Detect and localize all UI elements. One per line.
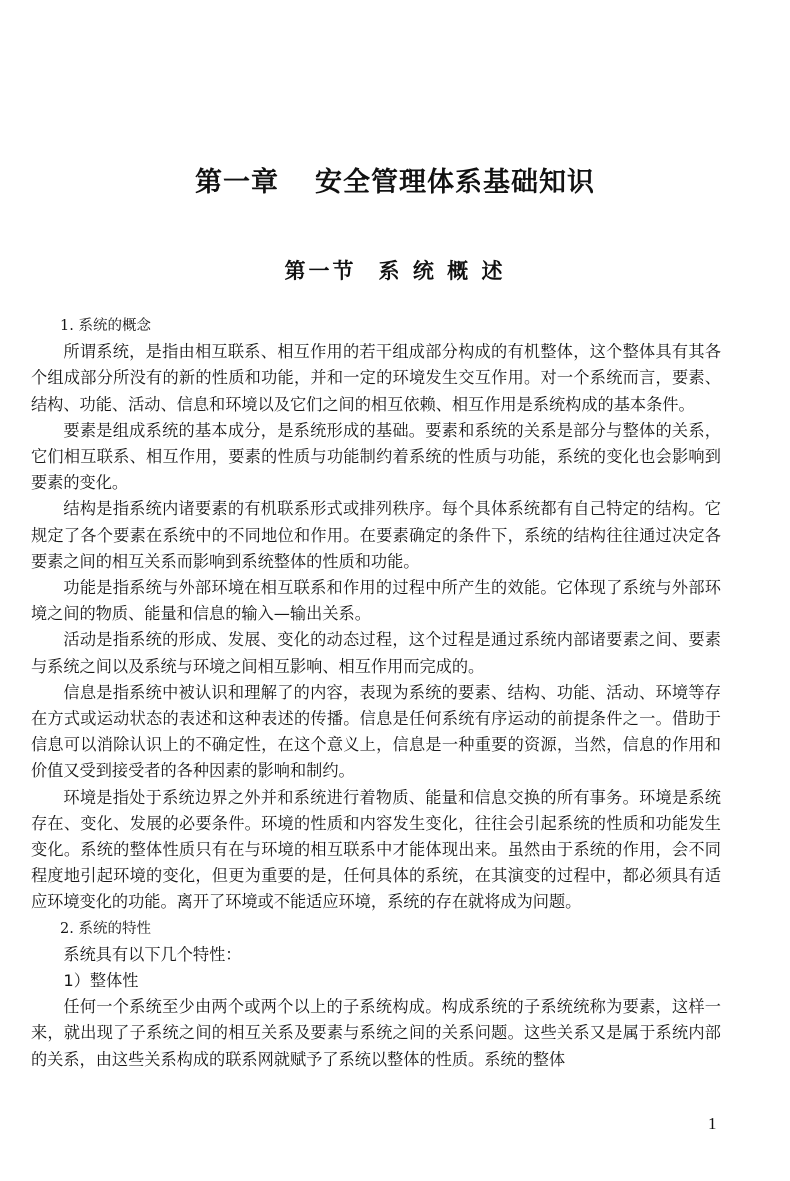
subheading-system-concept: 1. 系统的概念 — [60, 318, 151, 334]
paragraph-information: 信息是指系统中被认识和理解了的内容，表现为系统的要素、结构、功能、活动、环境等存在方式或运动状态的表述和这种表述的传播。信息是任何系统有序运动的前提条件之一。借助于信息可以消除认识上的不确定性，在这个意义上，信息是一种重要的资源，当然，信息的作用和价值又受到接受者的各种因素的影响和制约。 — [31, 682, 721, 781]
paragraph-environment: 环境是指处于系统边界之外并和系统进行着物质、能量和信息交换的所有事务。环境是系统存在、变化、发展的必要条件。环境的性质和内容发生变化，往往会引起系统的性质和功能发生变化。系统的整体性质只有在与环境的相互联系中才能体现出来。虽然由于系统的作用，会不同程度地引起环境的变化，但更为重要的是，任何具体的系统，在其演变的过程中，都必须具有适应环境变化的功能。离开了环境或不能适应环境，系统的存在就将成为问题。 — [31, 787, 721, 912]
paragraph-characteristics-lead: 系统具有以下几个特性： — [63, 944, 242, 964]
chapter-name: 安全管理体系基础知识 — [315, 167, 595, 198]
section-number: 第一节 — [284, 258, 357, 283]
page-number: 1 — [708, 1114, 717, 1133]
subheading-system-characteristics: 2. 系统的特性 — [60, 920, 151, 937]
paragraph-structure: 结构是指系统内诸要素的有机联系形式或排列秩序。每个具体系统都有自己特定的结构。它规定了各个要素在系统中的不同地位和作用。在要素确定的条件下，系统的结构往往通过决定各要素之间的相互关系而影响到系统整体的性质和功能。 — [31, 499, 721, 571]
body-text — [31, 313, 721, 1073]
subheading-integrity: 1）整体性 — [63, 971, 139, 991]
paragraph-function: 功能是指系统与外部环境在相互联系和作用的过程中所产生的效能。它体现了系统与外部环境之间的物质、能量和信息的输入—输出关系。 — [31, 578, 721, 624]
paragraph-integrity: 任何一个系统至少由两个或两个以上的子系统构成。构成系统的子系统统称为要素，这样一来，就出现了子系统之间的相互关系及要素与系统之间的关系问题。这些关系又是属于系统内部的关系，由这些关系构成的联系网就赋予了系统以整体的性质。系统的整体 — [31, 997, 721, 1069]
paragraph-definition: 所谓系统，是指由相互联系、相互作用的若干组成部分构成的有机整体，这个整体具有其各个组成部分所没有的新的性质和功能，并和一定的环境发生交互作用。对一个系统而言，要素、结构、功能、活动、信息和环境以及它们之间的相互依赖、相互作用是系统构成的基本条件。 — [31, 342, 721, 414]
paragraph-elements: 要素是组成系统的基本成分，是系统形成的基础。要素和系统的关系是部分与整体的关系，它们相互联系、相互作用，要素的性质与功能制约着系统的性质与功能，系统的变化也会影响到要素的变化。 — [31, 420, 721, 493]
chapter-title — [0, 160, 790, 199]
section-name: 系 统 概 述 — [378, 258, 506, 283]
paragraph-activity: 活动是指系统的形成、发展、变化的动态过程，这个过程是通过系统内部诸要素之间、要素与系统之间以及系统与环境之间相互影响、相互作用而完成的。 — [31, 630, 721, 676]
chapter-number: 第一章 — [195, 167, 279, 198]
section-title — [0, 255, 790, 285]
